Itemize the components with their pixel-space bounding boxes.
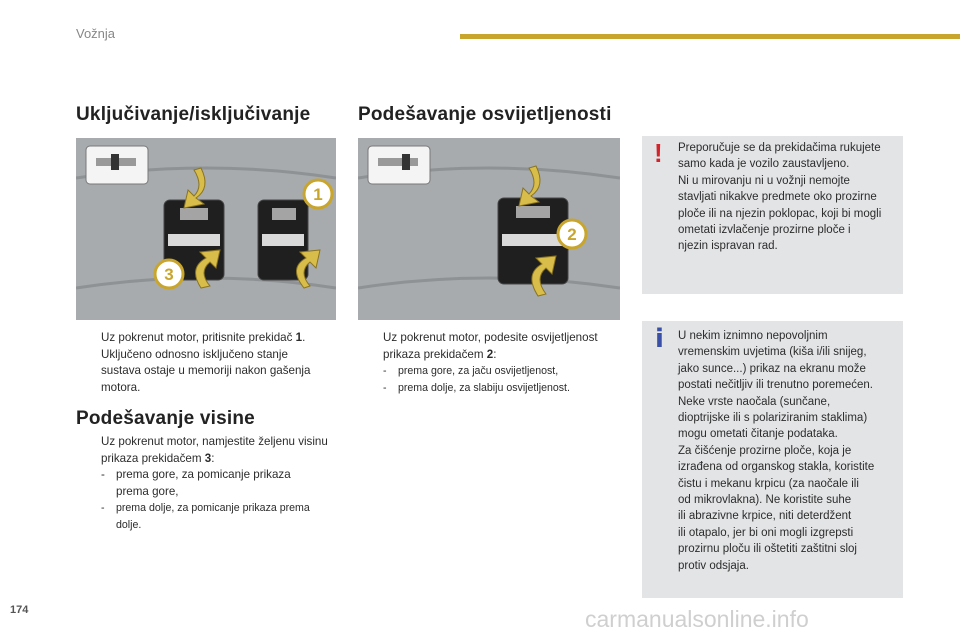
ref-suffix: . (302, 331, 306, 344)
warning-line: ometati izvlačenje prozirne ploče i (678, 224, 851, 237)
warning-line: Ni u mirovanju ni u vožnji nemojte (678, 174, 850, 187)
instruction-line: Uključeno odnosno isključeno stanje (101, 347, 288, 361)
info-line: vremenskim uvjetima (kiša i/ili snijeg, (678, 346, 867, 359)
dash: - (101, 502, 105, 514)
list-item-line: prema dolje, za slabiju osvijetljenost. (398, 381, 570, 394)
info-line: izrađena od organskog stakla, koristite (678, 461, 875, 474)
switch-illustration-2 (358, 138, 620, 320)
list-item (78, 467, 340, 500)
switch-photo-brightness (358, 138, 620, 320)
instruction-line: Uz pokrenut motor, podesite osvijetljenost (383, 331, 598, 344)
info-line: jako sunce...) prikaz na ekranu može (678, 362, 866, 375)
page-number: 174 (10, 604, 29, 616)
info-line: Za čišćenje prozirne ploče, koja je (678, 444, 852, 457)
warning-line: Preporučuje se da prekidačima rukujete (678, 142, 881, 154)
warning-line: ploče ili na njezin poklopac, koji bi mogli (678, 207, 882, 220)
info-line: od mikrovlakna). Ne koristite suhe (678, 494, 852, 507)
switch-illustration-1-3 (76, 138, 336, 320)
dash: - (101, 468, 105, 481)
list-item (78, 500, 340, 533)
info-line: mogu ometati čitanje podataka. (678, 428, 838, 441)
warning-text (678, 140, 904, 255)
ref-suffix: : (211, 451, 215, 465)
info-line: protiv odsjaja. (678, 559, 749, 572)
switch-ref-1: 1 (295, 331, 303, 344)
instruction-height (78, 434, 340, 533)
section-header-bar (460, 34, 960, 39)
info-line: ili otapalo, jer bi oni mogli izgrepsti (678, 526, 854, 539)
warning-line: stavljati nikakve predmete oko prozirne (678, 191, 877, 204)
info-icon: i (655, 324, 664, 354)
info-text (678, 328, 904, 574)
dash: - (383, 381, 387, 394)
section-title-brightness: Podešavanje osvijetljenosti (358, 104, 612, 125)
info-line: ili abrazivne krpice, niti deterdžent (678, 510, 852, 523)
switch-ref-2: 2 (486, 347, 494, 361)
instruction-line: sustava ostaje u memoriji nakon gašenja (101, 364, 311, 377)
info-line: prozirnu ploču ili oštetiti zaštitni sloj (678, 543, 857, 556)
warning-line: samo kada je vozilo zaustavljeno. (678, 158, 850, 171)
instruction-line: Uz pokrenut motor, pritisnite prekidač (101, 331, 296, 344)
instruction-line: prikaza prekidačem (383, 347, 487, 361)
section-title-on-off: Uključivanje/isključivanje (76, 104, 311, 125)
info-line: postati nečitljiv ili trenutno poremećen. (678, 379, 873, 392)
list-item (360, 380, 630, 397)
ref-suffix: : (493, 347, 497, 361)
section-title-height: Podešavanje visine (76, 408, 255, 429)
warning-icon: ! (654, 138, 663, 168)
info-line: U nekim iznimno nepovoljnim (678, 330, 828, 342)
info-line: Neke vrste naočala (sunčane, (678, 395, 831, 408)
list-item-line: prema gore, (116, 484, 179, 498)
list-item (360, 363, 630, 380)
instruction-on-off (78, 330, 340, 396)
list-item-line: dolje. (116, 518, 142, 531)
instruction-brightness (360, 330, 630, 396)
figure-label-1: 1 (313, 185, 323, 204)
warning-line: njezin ispravan rad. (678, 240, 778, 253)
list-item-line: prema gore, za jaču osvijetljenost, (398, 365, 559, 377)
list-item-line: prema gore, za pomicanje prikaza (116, 468, 291, 481)
instruction-line: prikaza prekidačem (101, 451, 205, 465)
watermark: carmanualsonline.info (585, 606, 809, 632)
figure-label-3: 3 (164, 265, 174, 284)
list-item-line: prema dolje, za pomicanje prikaza prema (116, 502, 310, 514)
switch-photo-on-off (76, 138, 336, 320)
dash: - (383, 365, 387, 377)
instruction-line: motora. (101, 380, 141, 394)
info-line: dioptrijske ili s polariziranim staklima) (678, 412, 868, 425)
info-line: čistu i mekanu krpicu (za naočale ili (678, 477, 859, 490)
switch-ref-3: 3 (204, 451, 212, 465)
figure-label-2: 2 (567, 225, 577, 244)
instruction-line: Uz pokrenut motor, namjestite željenu visinu (101, 435, 328, 448)
section-header-label: Vožnja (76, 26, 116, 41)
